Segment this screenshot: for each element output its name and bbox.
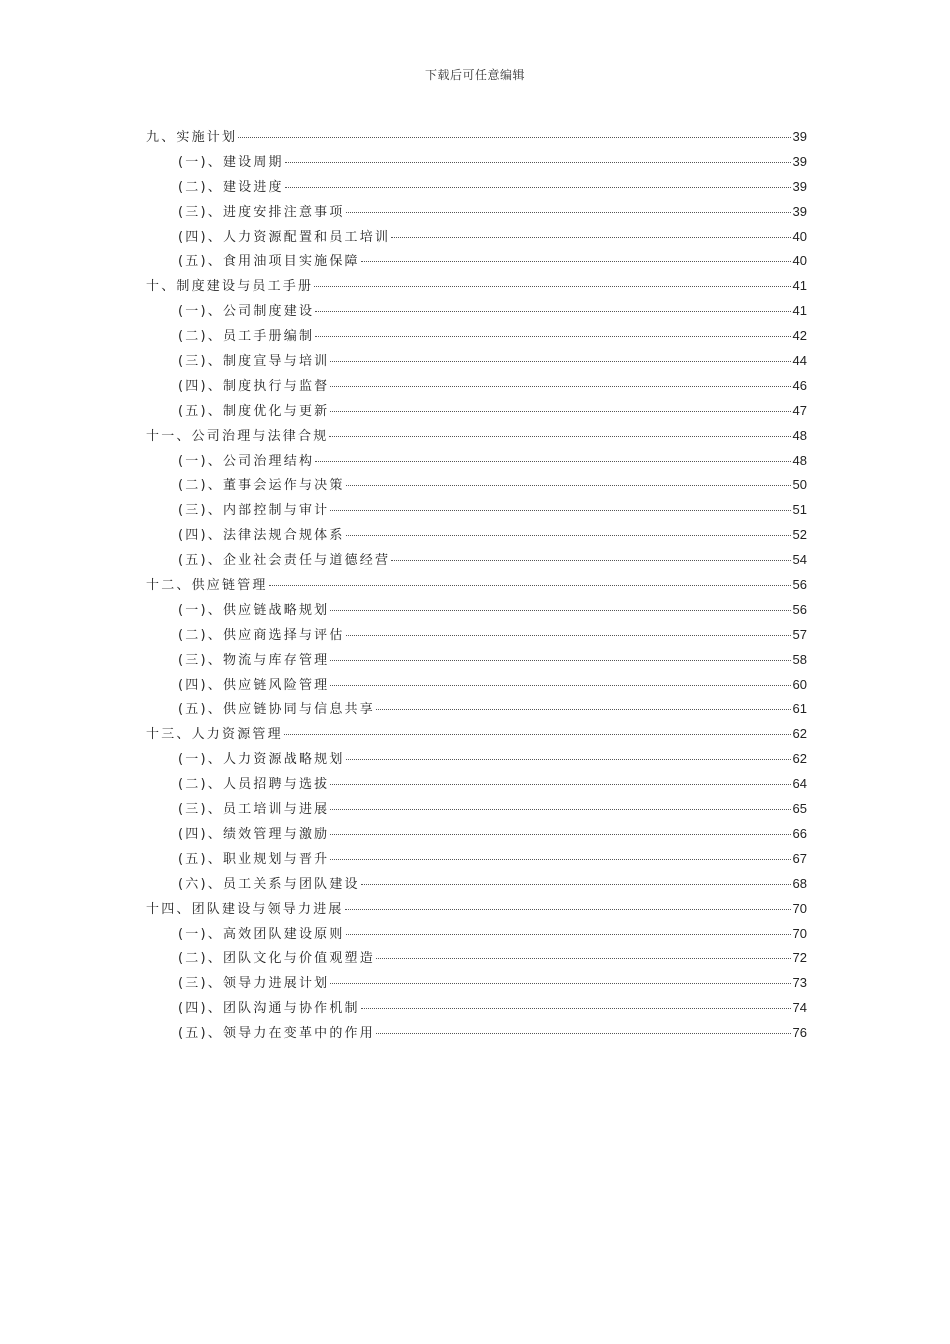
toc-dot-leader bbox=[315, 461, 790, 462]
toc-section-entry[interactable] bbox=[146, 474, 807, 499]
toc-section-entry[interactable] bbox=[146, 997, 807, 1022]
toc-page-number: 41 bbox=[792, 303, 807, 319]
toc-section-entry[interactable] bbox=[146, 798, 807, 823]
toc-entry-title: (一)、高效团队建设原则 bbox=[178, 926, 345, 942]
toc-section-entry[interactable] bbox=[146, 873, 807, 898]
toc-section-entry[interactable] bbox=[146, 450, 807, 475]
toc-page-number: 56 bbox=[792, 601, 807, 617]
toc-section-entry[interactable] bbox=[146, 972, 807, 997]
toc-entry-title: (五)、供应链协同与信息共享 bbox=[178, 702, 375, 718]
toc-page-number: 56 bbox=[792, 577, 807, 593]
toc-dot-leader bbox=[346, 485, 791, 486]
toc-dot-leader bbox=[346, 759, 791, 760]
toc-entry-title: (五)、职业规划与晋升 bbox=[178, 851, 330, 867]
toc-entry-title: (二)、员工手册编制 bbox=[178, 329, 315, 345]
toc-entry-title: (三)、领导力进展计划 bbox=[178, 976, 330, 992]
toc-section-entry[interactable] bbox=[146, 549, 807, 574]
toc-dot-leader bbox=[330, 834, 790, 835]
toc-entry-title: (一)、供应链战略规划 bbox=[178, 602, 330, 618]
toc-page-number: 57 bbox=[792, 626, 807, 642]
toc-dot-leader bbox=[330, 809, 790, 810]
toc-page-number: 72 bbox=[792, 950, 807, 966]
toc-page-number: 48 bbox=[792, 452, 807, 468]
toc-dot-leader bbox=[330, 983, 790, 984]
page-header: 下载后可任意编辑 bbox=[424, 68, 525, 82]
toc-entry-title: 十一、公司治理与法律合规 bbox=[146, 428, 329, 444]
toc-entry-title: (二)、董事会运作与决策 bbox=[178, 478, 345, 494]
toc-dot-leader bbox=[345, 909, 791, 910]
toc-page-number: 44 bbox=[792, 353, 807, 369]
toc-page-number: 42 bbox=[792, 328, 807, 344]
toc-dot-leader bbox=[330, 685, 790, 686]
toc-chapter-entry[interactable] bbox=[146, 126, 807, 151]
toc-page-number: 60 bbox=[792, 676, 807, 692]
toc-entry-title: 十四、团队建设与领导力进展 bbox=[146, 901, 344, 917]
toc-entry-title: (三)、物流与库存管理 bbox=[178, 652, 330, 668]
toc-page-number: 70 bbox=[792, 925, 807, 941]
toc-entry-title: (二)、人员招聘与选拔 bbox=[178, 777, 330, 793]
toc-page-number: 40 bbox=[792, 253, 807, 269]
toc-dot-leader bbox=[330, 411, 790, 412]
toc-section-entry[interactable] bbox=[146, 698, 807, 723]
toc-section-entry[interactable] bbox=[146, 599, 807, 624]
toc-dot-leader bbox=[330, 361, 790, 362]
toc-entry-title: (三)、进度安排注意事项 bbox=[178, 204, 345, 220]
toc-page-number: 74 bbox=[792, 1000, 807, 1016]
toc-dot-leader bbox=[330, 784, 790, 785]
toc-chapter-entry[interactable] bbox=[146, 574, 807, 599]
toc-entry-title: (四)、绩效管理与激励 bbox=[178, 826, 330, 842]
toc-dot-leader bbox=[315, 311, 790, 312]
toc-entry-title: 十三、人力资源管理 bbox=[146, 727, 283, 743]
toc-dot-leader bbox=[284, 734, 791, 735]
toc-page-number: 65 bbox=[792, 801, 807, 817]
toc-dot-leader bbox=[376, 958, 791, 959]
toc-dot-leader bbox=[314, 286, 790, 287]
toc-page-number: 50 bbox=[792, 477, 807, 493]
toc-entry-title: (一)、建设周期 bbox=[178, 154, 284, 170]
toc-entry-title: 九、实施计划 bbox=[146, 130, 238, 145]
toc-page-number: 48 bbox=[792, 427, 807, 443]
toc-section-entry[interactable] bbox=[146, 350, 807, 375]
toc-entry-title: (一)、公司治理结构 bbox=[178, 453, 315, 469]
toc-entry-title: (五)、领导力在变革中的作用 bbox=[178, 1026, 375, 1042]
toc-page-number: 62 bbox=[792, 726, 807, 742]
toc-section-entry[interactable] bbox=[146, 923, 807, 948]
toc-chapter-entry[interactable] bbox=[146, 275, 807, 300]
toc-section-entry[interactable] bbox=[146, 649, 807, 674]
toc-page-number: 46 bbox=[792, 377, 807, 393]
toc-dot-leader bbox=[285, 162, 791, 163]
toc-entry-title: (三)、制度宣导与培训 bbox=[178, 354, 330, 370]
toc-section-entry[interactable] bbox=[146, 748, 807, 773]
toc-entry-title: (一)、人力资源战略规划 bbox=[178, 752, 345, 768]
toc-chapter-entry[interactable] bbox=[146, 425, 807, 450]
toc-entry-title: (六)、员工关系与团队建设 bbox=[178, 876, 360, 892]
toc-chapter-entry[interactable] bbox=[146, 898, 807, 923]
toc-page-number: 68 bbox=[792, 875, 807, 891]
toc-entry-title: (四)、供应链风险管理 bbox=[178, 677, 330, 693]
toc-page-number: 39 bbox=[792, 153, 807, 169]
toc-dot-leader bbox=[330, 510, 790, 511]
toc-section-entry[interactable] bbox=[146, 176, 807, 201]
toc-page-number: 40 bbox=[792, 228, 807, 244]
toc-dot-leader bbox=[238, 137, 790, 138]
toc-section-entry[interactable] bbox=[146, 226, 807, 251]
toc-section-entry[interactable] bbox=[146, 1022, 807, 1047]
toc-section-entry[interactable] bbox=[146, 524, 807, 549]
toc-page-number: 58 bbox=[792, 651, 807, 667]
toc-entry-title: (一)、公司制度建设 bbox=[178, 304, 315, 320]
toc-entry-title: (二)、团队文化与价值观塑造 bbox=[178, 951, 375, 967]
toc-page-number: 54 bbox=[792, 552, 807, 568]
toc-page-number: 52 bbox=[792, 527, 807, 543]
toc-page-number: 39 bbox=[792, 178, 807, 194]
toc-section-entry[interactable] bbox=[146, 947, 807, 972]
toc-page-number: 47 bbox=[792, 402, 807, 418]
toc-section-entry[interactable] bbox=[146, 823, 807, 848]
toc-page-number: 51 bbox=[792, 502, 807, 518]
toc-entry-title: (五)、企业社会责任与道德经营 bbox=[178, 553, 391, 569]
toc-dot-leader bbox=[391, 560, 790, 561]
toc-dot-leader bbox=[346, 635, 791, 636]
toc-entry-title: (五)、制度优化与更新 bbox=[178, 403, 330, 419]
toc-page-number: 61 bbox=[792, 701, 807, 717]
toc-page-number: 66 bbox=[792, 825, 807, 841]
toc-page-number: 73 bbox=[792, 975, 807, 991]
toc-page-number: 76 bbox=[792, 1025, 807, 1041]
toc-entry-title: 十二、供应链管理 bbox=[146, 578, 268, 594]
toc-section-entry[interactable] bbox=[146, 201, 807, 226]
toc-page-number: 62 bbox=[792, 751, 807, 767]
toc-section-entry[interactable] bbox=[146, 674, 807, 699]
toc-dot-leader bbox=[315, 336, 790, 337]
toc-dot-leader bbox=[391, 237, 790, 238]
toc-entry-title: (四)、制度执行与监督 bbox=[178, 378, 330, 394]
toc-page-number: 41 bbox=[792, 278, 807, 294]
toc-section-entry[interactable] bbox=[146, 300, 807, 325]
toc-section-entry[interactable] bbox=[146, 151, 807, 176]
toc-dot-leader bbox=[361, 1008, 791, 1009]
toc-dot-leader bbox=[269, 585, 791, 586]
toc-dot-leader bbox=[376, 1033, 791, 1034]
toc-entry-title: (三)、内部控制与审计 bbox=[178, 503, 330, 519]
toc-dot-leader bbox=[376, 709, 791, 710]
toc-dot-leader bbox=[361, 261, 791, 262]
toc-dot-leader bbox=[329, 436, 790, 437]
toc-entry-title: (三)、员工培训与进展 bbox=[178, 802, 330, 818]
toc-dot-leader bbox=[285, 187, 791, 188]
toc-entry-title: (四)、人力资源配置和员工培训 bbox=[178, 229, 391, 245]
toc-page-number: 70 bbox=[792, 900, 807, 916]
toc-dot-leader bbox=[346, 535, 791, 536]
toc-chapter-entry[interactable] bbox=[146, 723, 807, 748]
table-of-contents bbox=[146, 126, 807, 1047]
toc-dot-leader bbox=[330, 660, 790, 661]
toc-page-number: 67 bbox=[792, 850, 807, 866]
toc-section-entry[interactable] bbox=[146, 325, 807, 350]
toc-dot-leader bbox=[346, 212, 791, 213]
toc-dot-leader bbox=[361, 884, 791, 885]
toc-section-entry[interactable] bbox=[146, 400, 807, 425]
toc-section-entry[interactable] bbox=[146, 499, 807, 524]
toc-entry-title: (四)、团队沟通与协作机制 bbox=[178, 1001, 360, 1017]
toc-page-number: 39 bbox=[792, 129, 807, 144]
toc-page-number: 39 bbox=[792, 203, 807, 219]
toc-section-entry[interactable] bbox=[146, 624, 807, 649]
toc-entry-title: (二)、供应商选择与评估 bbox=[178, 627, 345, 643]
toc-entry-title: (五)、食用油项目实施保障 bbox=[178, 254, 360, 270]
toc-dot-leader bbox=[330, 859, 790, 860]
toc-dot-leader bbox=[346, 934, 791, 935]
toc-dot-leader bbox=[330, 386, 790, 387]
toc-entry-title: (四)、法律法规合规体系 bbox=[178, 528, 345, 544]
toc-page-number: 64 bbox=[792, 776, 807, 792]
toc-entry-title: 十、制度建设与员工手册 bbox=[146, 279, 314, 295]
toc-section-entry[interactable] bbox=[146, 375, 807, 400]
toc-section-entry[interactable] bbox=[146, 773, 807, 798]
toc-section-entry[interactable] bbox=[146, 250, 807, 275]
toc-dot-leader bbox=[330, 610, 790, 611]
toc-section-entry[interactable] bbox=[146, 848, 807, 873]
toc-entry-title: (二)、建设进度 bbox=[178, 179, 284, 195]
